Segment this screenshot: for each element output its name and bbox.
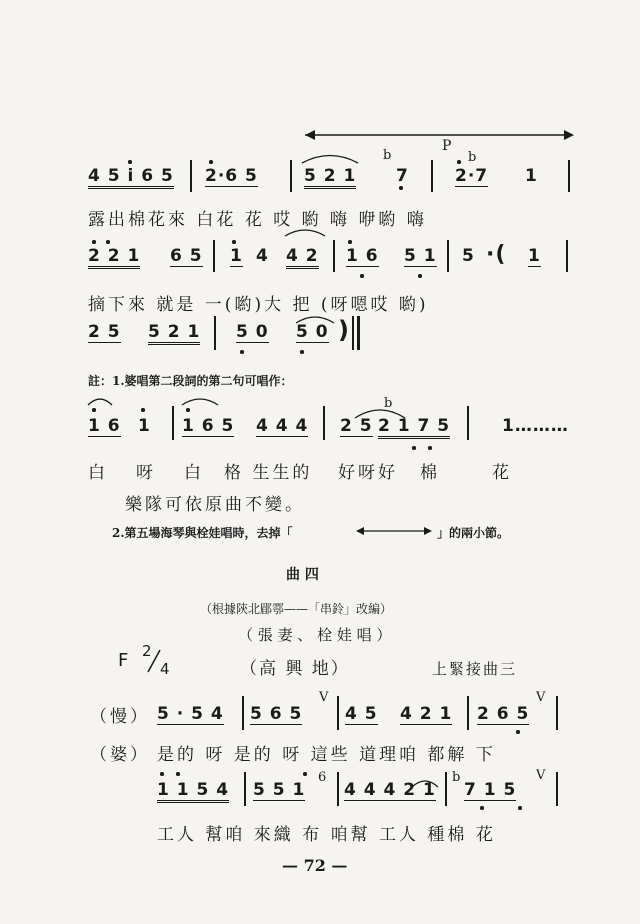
lyrics-line: 是的 呀 是的 呀 這些 道理咱 都解 下: [157, 745, 496, 765]
notes-group: 5 0: [236, 322, 269, 342]
barline: [190, 160, 192, 192]
octave-dot: [92, 240, 96, 244]
breath-mark: V: [319, 690, 329, 705]
flat-accidental: b: [468, 150, 477, 165]
octave-dot: [516, 730, 520, 734]
tempo-marking: （高 興 地）: [240, 659, 350, 679]
octave-dot: [518, 806, 522, 810]
notes-group: 1 6 5: [182, 416, 235, 436]
notes-group: 5 2 1: [148, 322, 200, 345]
key-signature: F: [118, 650, 129, 671]
direction-text: 上緊接曲三: [432, 660, 518, 678]
final-barline: [352, 316, 354, 350]
notes-group: 2 6 5: [477, 704, 530, 724]
octave-dot: [360, 274, 364, 278]
notes-group: 7 1 5: [464, 780, 517, 800]
flat-accidental: b: [452, 770, 461, 785]
barline: [244, 772, 246, 806]
barline: [556, 772, 558, 806]
flat-accidental: b: [384, 396, 393, 411]
barline: [431, 160, 433, 192]
notes-group: 5 6 5: [250, 704, 303, 724]
octave-dot: [160, 772, 164, 776]
notes-group: 4 2 1: [400, 704, 453, 724]
note: 1: [138, 416, 151, 436]
grace-note: 6: [318, 770, 327, 785]
note: 1: [230, 246, 243, 266]
barline: [213, 240, 215, 272]
breath-mark: V: [536, 690, 546, 705]
lyrics-line: 摘下來 就是 一(喲)大 把 (呀嗯哎 喲): [88, 295, 429, 315]
octave-dot: [141, 408, 145, 412]
notes-group: 1 6: [88, 416, 121, 436]
song-source: （根據陝北郿鄠——「串鈴」改編）: [200, 602, 393, 616]
lyric: 花: [492, 463, 512, 483]
notes-group: 4 4 4: [256, 416, 309, 436]
lyric: 棉: [420, 463, 440, 483]
octave-dot: [92, 408, 96, 412]
time-sig-numerator: 2: [142, 642, 152, 660]
octave-dot: [348, 240, 352, 244]
barline: [445, 772, 447, 806]
octave-dot: [399, 186, 403, 190]
role-label: （婆）: [90, 745, 150, 765]
page-number: — 72 —: [282, 856, 348, 875]
barline: [447, 240, 449, 272]
octave-dot: [209, 160, 213, 164]
speed-marking: （慢）: [90, 707, 150, 727]
octave-dot: [412, 446, 416, 450]
notes-group: 4 2: [286, 246, 319, 269]
notes-group: 1 6: [346, 246, 379, 266]
barline: [242, 696, 244, 730]
notes-group: 4 5 i 6 5: [88, 166, 174, 189]
notes-group: 5 1: [404, 246, 437, 266]
octave-dot: [428, 446, 432, 450]
notes-group: 2 5: [88, 322, 121, 342]
barline: [568, 160, 570, 192]
lyrics-line: 露出棉花來 白花 花 哎 喲 嗨 咿喲 嗨: [88, 210, 427, 230]
notes-group: 2·6 5: [205, 166, 258, 186]
lyric: 格 生生的: [224, 463, 313, 483]
lyric: 好呀好: [338, 463, 398, 483]
octave-dot: [106, 240, 110, 244]
octave-dot: [303, 772, 307, 776]
barline: [337, 772, 339, 806]
breath-mark: V: [536, 768, 546, 783]
paren-close: ): [338, 316, 350, 344]
notes-group: 2 2 1: [88, 246, 140, 269]
footnote-text: 」的兩小節。: [437, 526, 510, 540]
notes-group: 4 4 4 2 1: [344, 780, 436, 800]
dynamic-mark: P: [442, 138, 452, 154]
lyric: 呀: [136, 463, 156, 483]
barline: [290, 160, 292, 192]
lyric: 白: [184, 463, 204, 483]
barline: [467, 406, 469, 440]
octave-dot: [418, 274, 422, 278]
notes-group: 2 1 7 5: [378, 416, 450, 439]
notes-group: 2 5: [340, 416, 373, 436]
octave-dot: [186, 408, 190, 412]
barline: [333, 240, 335, 272]
octave-dot: [240, 350, 244, 354]
footnote-text: 註：1.婆唱第二段詞的第二句可唱作：: [88, 374, 293, 388]
barline: [172, 406, 174, 440]
lyric: 白: [88, 463, 108, 483]
barline: [214, 316, 216, 350]
barline: [323, 406, 325, 440]
notes-group: 6 5: [170, 246, 203, 266]
barline: [566, 240, 568, 272]
notes-group: 5 0: [296, 322, 329, 342]
notes-group: 1 1 5 4: [157, 780, 229, 803]
lyrics-line: 工人 幫咱 來織 布 咱幫 工人 種棉 花: [157, 825, 496, 845]
notes-group: 4 5: [345, 704, 378, 724]
footnote-text: 2.第五場海琴與栓娃唱時，去掉「: [112, 526, 293, 540]
singers-note: （ 張 妻 、 栓 娃 唱 ）: [238, 626, 392, 644]
notes-group: 5 2 1: [304, 166, 356, 189]
notes-group: 2·7: [455, 166, 489, 186]
octave-dot: [300, 350, 304, 354]
note: 1: [525, 166, 538, 186]
octave-dot: [128, 160, 132, 164]
octave-dot: [480, 806, 484, 810]
notes-group: 5 5 1: [253, 780, 306, 800]
time-sig-denominator: 4: [160, 660, 170, 678]
note: 5: [462, 246, 475, 266]
flat-accidental: b: [383, 148, 392, 163]
note: 1: [528, 246, 541, 266]
band-note: 樂隊可依原曲不變。: [125, 495, 305, 515]
note: 4: [256, 246, 269, 266]
paren-open: ·(: [486, 242, 507, 267]
song-title: 曲 四: [286, 567, 319, 583]
octave-dot: [232, 240, 236, 244]
final-barline: [357, 316, 360, 350]
barline: [556, 696, 558, 730]
octave-dot: [176, 772, 180, 776]
notes-group: 5 · 5 4: [157, 704, 224, 724]
note-held: 1………: [502, 416, 569, 436]
note: 7: [396, 166, 409, 186]
barline: [337, 696, 339, 730]
barline: [467, 696, 469, 730]
octave-dot: [457, 160, 461, 164]
